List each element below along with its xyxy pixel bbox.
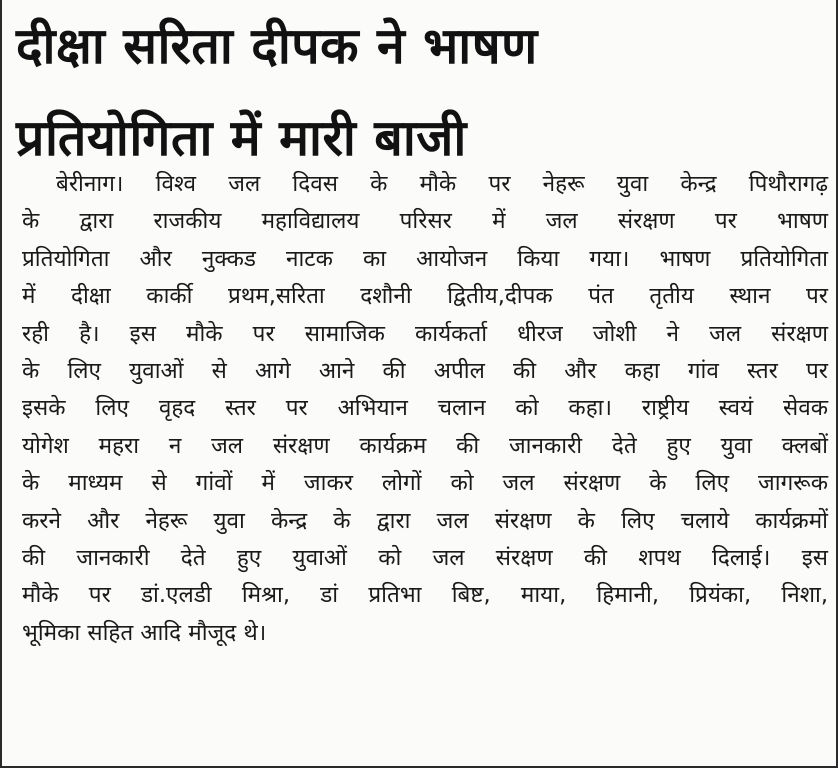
- article-line-1: बेरीनाग। विश्व जल दिवस के मौके पर नेहरू युवा केन्द्र पिथौरागढ़: [56, 171, 828, 197]
- article-line-3: प्रतियोगिता और नुक्कड नाटक का आयोजन किया गया। भाषण प्रतियोगिता: [22, 245, 828, 272]
- article-line-5: रही है। इस मौके पर सामाजिक कार्यकर्ता धीरज जोशी ने जल संरक्षण: [22, 320, 828, 347]
- article-line-2: के द्वारा राजकीय महाविद्यालय परिसर में जल संरक्षण पर भाषण: [22, 208, 828, 235]
- article-line-6: के लिए युवाओं से आगे आने की अपील की और कहा गांव स्तर पर: [22, 358, 828, 385]
- article-line-12: मौके पर डां.एलडी मिश्रा, डां प्रतिभा बिष्ट, माया, हिमानी, प्रियंका, निशा,: [22, 582, 828, 609]
- article-line-4: में दीक्षा कार्की प्रथम,सरिता दशौनी द्वितीय,दीपक पंत तृतीय स्थान पर: [22, 283, 828, 310]
- article-line-11: की जानकारी देते हुए युवाओं को जल संरक्षण की शपथ दिलाई। इस: [22, 545, 828, 572]
- article-body: [22, 166, 828, 652]
- article-line-10: करने और नेहरू युवा केन्द्र के द्वारा जल संरक्षण के लिए चलाये कार्यक्रमों: [22, 507, 828, 534]
- article-line-13: भूमिका सहित आदि मौजूद थे।: [22, 619, 267, 646]
- headline: [16, 0, 826, 184]
- article-line-9: के माध्यम से गांवों में जाकर लोगों को जल संरक्षण के लिए जागरूक: [22, 470, 828, 497]
- headline-line-1: दीक्षा सरिता दीपक ने भाषण: [16, 17, 538, 75]
- article-line-8: योगेश महरा न जल संरक्षण कार्यक्रम की जानकारी देते हुए युवा क्लबों: [22, 432, 828, 459]
- headline-line-2: प्रतियोगिता में मारी बाजी: [16, 109, 467, 167]
- article-line-7: इसके लिए वृहद स्तर पर अभियान चलान को कहा। राष्ट्रीय स्वयं सेवक: [22, 395, 828, 422]
